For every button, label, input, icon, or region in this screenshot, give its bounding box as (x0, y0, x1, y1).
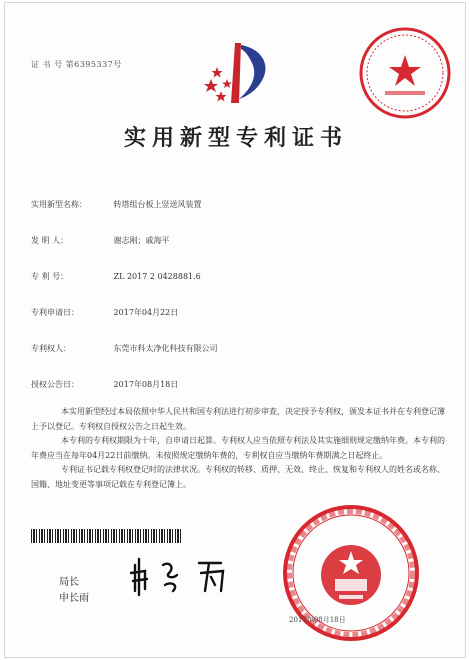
field-value: 东莞市科太净化科技有限公司 (113, 344, 218, 353)
field-name (31, 199, 202, 210)
field-value: 转塔组台板上竖送风装置 (113, 200, 202, 209)
body-paragraph: 本实用新型经过本局依照中华人民共和国专利法进行初步审查，决定授予专利权，颁发本证书并在专利登记簿上予以登记。专利权自授权公告之日起生效。 (31, 407, 445, 431)
field-value: ZL 2017 2 0428881.6 (113, 272, 201, 281)
certificate-title: 实用新型专利证书 (123, 125, 348, 151)
field-inventor (31, 235, 170, 246)
field-value: 2017年08月18日 (113, 380, 179, 389)
field-label: 实用新型名称： (31, 200, 87, 209)
field-patent-number (31, 271, 201, 282)
patent-certificate (4, 2, 466, 658)
signature-title: 局长 (59, 577, 79, 588)
field-value: 2017年04月22日 (113, 308, 179, 317)
field-label: 专利申请日： (31, 308, 79, 317)
field-patentee (31, 343, 218, 354)
handwritten-signature (129, 555, 249, 597)
barcode (31, 529, 183, 543)
seal-date: 2017年08月18日 (289, 616, 346, 624)
signature-name: 申长雨 (59, 593, 89, 604)
certificate-body (31, 405, 445, 492)
field-label: 专利权人： (31, 344, 71, 353)
body-paragraph: 专利证书记载专利权登记时的法律状况。专利权的转移、质押、无效、终止、恢复和专利权人的姓名或名称、国籍、地址变更等事项记载在专利登记簿上。 (31, 465, 445, 489)
field-grant-date (31, 379, 178, 390)
patent-office-logo (201, 39, 277, 111)
field-label: 授权公告日： (31, 380, 79, 389)
body-paragraph: 本专利的专利权期限为十年，自申请日起算。专利权人应当依照专利法及其实施细则规定缴纳年费。本专利的年费应当在每年04月22日前缴纳。未按照规定缴纳年费的，专利权自应当缴纳年费期满之日起终止。 (31, 436, 445, 460)
field-value: 谢志刚；戚海平 (113, 236, 170, 245)
certificate-number: 证 书 号 第6395337号 (31, 60, 122, 69)
field-application-date (31, 307, 178, 318)
field-label: 发 明 人： (31, 236, 69, 245)
field-label: 专 利 号： (31, 272, 69, 281)
stamp-seal-top (357, 25, 453, 121)
